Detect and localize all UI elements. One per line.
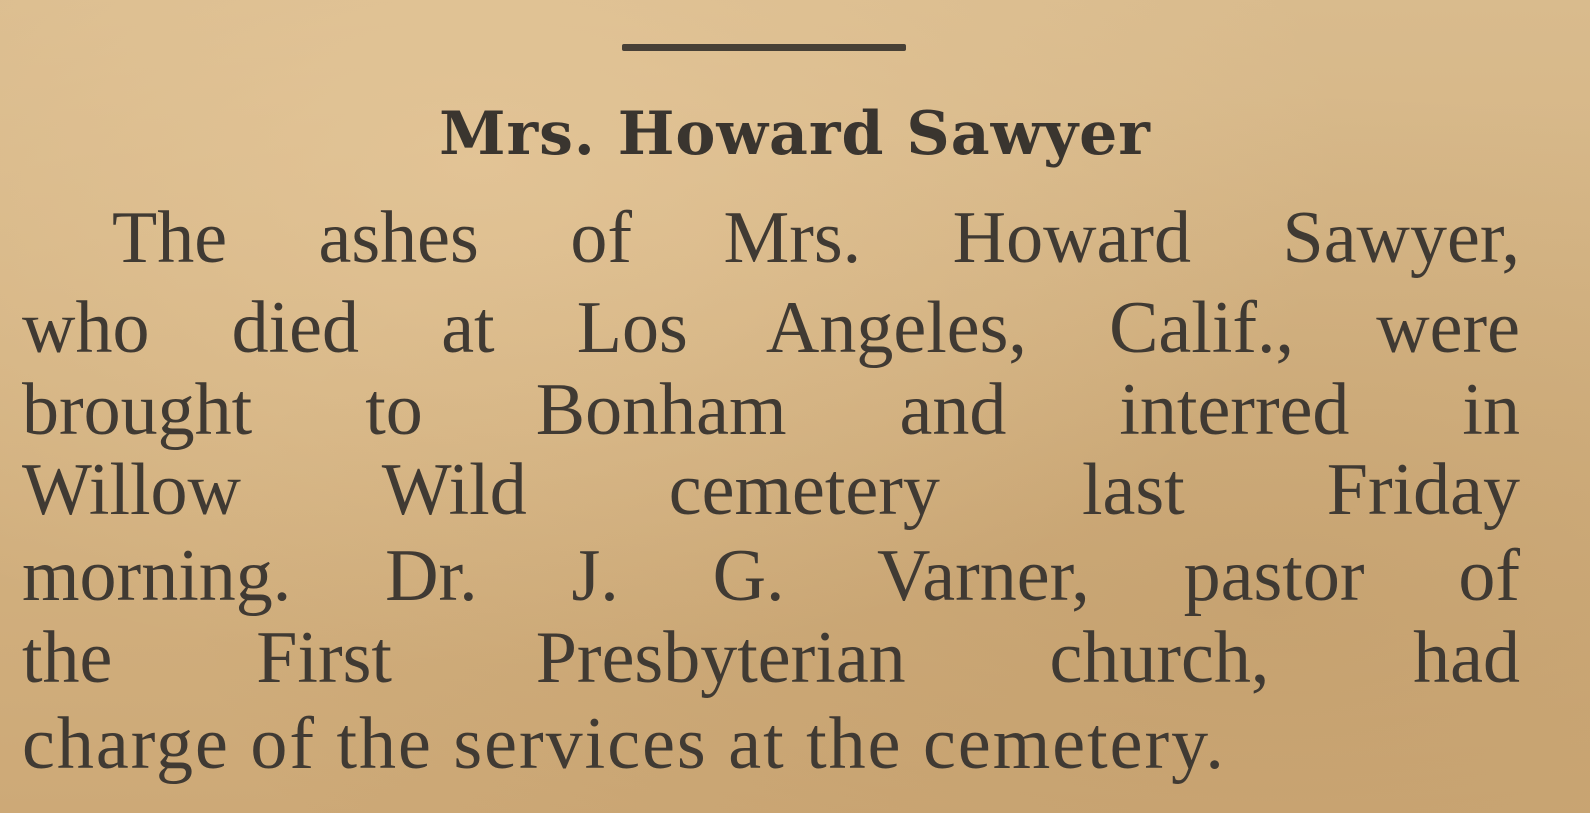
body-line: brought to Bonham and interred in [22, 369, 1520, 451]
separator-rule [622, 44, 906, 51]
body-line: the First Presbyterian church, had [22, 617, 1520, 699]
body-line: morning. Dr. J. G. Varner, pastor of [22, 535, 1520, 617]
article-headline: Mrs. Howard Sawyer [439, 99, 1151, 169]
body-line: The ashes of Mrs. Howard Sawyer, [112, 197, 1520, 279]
body-line: charge of the services at the cemetery. [22, 703, 1226, 785]
body-line: Willow Wild cemetery last Friday [22, 449, 1520, 531]
body-line: who died at Los Angeles, Calif., were [22, 287, 1520, 369]
